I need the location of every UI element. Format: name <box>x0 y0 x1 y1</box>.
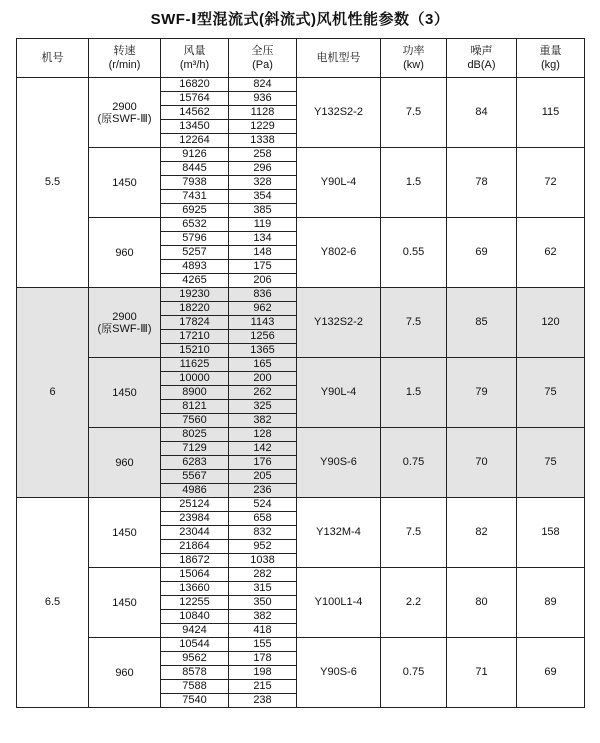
pressure-cell: 524 <box>229 498 297 512</box>
pressure-cell: 142 <box>229 442 297 456</box>
table-row <box>17 218 585 232</box>
pressure-cell: 165 <box>229 358 297 372</box>
motor-cell: Y90S-6 <box>297 638 381 708</box>
pressure-cell: 206 <box>229 274 297 288</box>
flow-cell: 13450 <box>161 120 229 134</box>
flow-cell: 6925 <box>161 204 229 218</box>
flow-cell: 8900 <box>161 386 229 400</box>
flow-cell: 7129 <box>161 442 229 456</box>
flow-cell: 7588 <box>161 680 229 694</box>
speed-value: 960 <box>115 456 134 469</box>
model-no-cell: 5.5 <box>17 78 89 288</box>
power-cell: 0.55 <box>381 218 447 288</box>
speed-value: 1450 <box>112 596 137 609</box>
pressure-cell: 1338 <box>229 134 297 148</box>
speed-value: 1450 <box>112 386 137 399</box>
power-cell: 1.5 <box>381 148 447 218</box>
flow-cell: 19230 <box>161 288 229 302</box>
model-no-cell: 6 <box>17 288 89 498</box>
pressure-cell: 282 <box>229 568 297 582</box>
weight-cell: 72 <box>517 148 585 218</box>
pressure-cell: 176 <box>229 456 297 470</box>
flow-cell: 7560 <box>161 414 229 428</box>
pressure-cell: 1229 <box>229 120 297 134</box>
pressure-cell: 836 <box>229 288 297 302</box>
pressure-cell: 198 <box>229 666 297 680</box>
pressure-cell: 262 <box>229 386 297 400</box>
noise-cell: 79 <box>447 358 517 428</box>
flow-cell: 17210 <box>161 330 229 344</box>
pressure-cell: 325 <box>229 400 297 414</box>
flow-cell: 8445 <box>161 162 229 176</box>
pressure-cell: 155 <box>229 638 297 652</box>
weight-cell: 120 <box>517 288 585 358</box>
noise-cell: 71 <box>447 638 517 708</box>
weight-cell: 89 <box>517 568 585 638</box>
flow-cell: 9562 <box>161 652 229 666</box>
power-cell: 2.2 <box>381 568 447 638</box>
table-row <box>17 288 585 302</box>
flow-cell: 17824 <box>161 316 229 330</box>
flow-cell: 16820 <box>161 78 229 92</box>
header-weight: 重量 (kg) <box>517 39 585 78</box>
pressure-cell: 354 <box>229 190 297 204</box>
speed-value: 960 <box>115 666 134 679</box>
flow-cell: 5257 <box>161 246 229 260</box>
speed-value: 2900 <box>112 310 137 323</box>
flow-cell: 21864 <box>161 540 229 554</box>
noise-cell: 80 <box>447 568 517 638</box>
pressure-cell: 382 <box>229 414 297 428</box>
flow-cell: 23044 <box>161 526 229 540</box>
flow-cell: 4265 <box>161 274 229 288</box>
weight-cell: 69 <box>517 638 585 708</box>
flow-cell: 10840 <box>161 610 229 624</box>
table-row <box>17 78 585 92</box>
noise-cell: 85 <box>447 288 517 358</box>
flow-cell: 7540 <box>161 694 229 708</box>
power-cell: 1.5 <box>381 358 447 428</box>
table-row <box>17 148 585 162</box>
page-title: SWF-Ⅰ型混流式(斜流式)风机性能参数（3） <box>150 11 450 28</box>
pressure-cell: 936 <box>229 92 297 106</box>
pressure-cell: 215 <box>229 680 297 694</box>
pressure-cell: 382 <box>229 610 297 624</box>
flow-cell: 4893 <box>161 260 229 274</box>
speed-note: (原SWF-Ⅲ) <box>97 112 152 125</box>
motor-cell: Y802-6 <box>297 218 381 288</box>
table-row <box>17 428 585 442</box>
pressure-cell: 824 <box>229 78 297 92</box>
weight-cell: 62 <box>517 218 585 288</box>
motor-cell: Y132S2-2 <box>297 288 381 358</box>
noise-cell: 82 <box>447 498 517 568</box>
table-row <box>17 498 585 512</box>
header-model: 机号 <box>17 39 89 78</box>
speed-cell <box>89 288 161 358</box>
flow-cell: 15064 <box>161 568 229 582</box>
speed-value: 960 <box>115 246 134 259</box>
motor-cell: Y100L1-4 <box>297 568 381 638</box>
power-cell: 7.5 <box>381 288 447 358</box>
noise-cell: 78 <box>447 148 517 218</box>
pressure-cell: 258 <box>229 148 297 162</box>
pressure-cell: 328 <box>229 176 297 190</box>
motor-cell: Y90L-4 <box>297 358 381 428</box>
flow-cell: 25124 <box>161 498 229 512</box>
flow-cell: 8121 <box>161 400 229 414</box>
flow-cell: 7938 <box>161 176 229 190</box>
pressure-cell: 134 <box>229 232 297 246</box>
flow-cell: 5567 <box>161 470 229 484</box>
header-speed: 转速 (r/min) <box>89 39 161 78</box>
pressure-cell: 350 <box>229 596 297 610</box>
pressure-cell: 1365 <box>229 344 297 358</box>
flow-cell: 10544 <box>161 638 229 652</box>
flow-cell: 8578 <box>161 666 229 680</box>
flow-cell: 11625 <box>161 358 229 372</box>
flow-cell: 7431 <box>161 190 229 204</box>
weight-cell: 158 <box>517 498 585 568</box>
fan-performance-table <box>16 38 585 708</box>
table-row <box>17 358 585 372</box>
power-cell: 7.5 <box>381 78 447 148</box>
noise-cell: 70 <box>447 428 517 498</box>
speed-value: 1450 <box>112 526 137 539</box>
power-cell: 0.75 <box>381 428 447 498</box>
table-row <box>17 638 585 652</box>
pressure-cell: 205 <box>229 470 297 484</box>
pressure-cell: 128 <box>229 428 297 442</box>
speed-cell <box>89 568 161 638</box>
pressure-cell: 296 <box>229 162 297 176</box>
header-motor: 电机型号 <box>297 39 381 78</box>
table-row <box>17 568 585 582</box>
motor-cell: Y132S2-2 <box>297 78 381 148</box>
flow-cell: 8025 <box>161 428 229 442</box>
flow-cell: 15764 <box>161 92 229 106</box>
pressure-cell: 238 <box>229 694 297 708</box>
pressure-cell: 200 <box>229 372 297 386</box>
pressure-cell: 175 <box>229 260 297 274</box>
header-power: 功率 (kw) <box>381 39 447 78</box>
flow-cell: 4986 <box>161 484 229 498</box>
speed-cell <box>89 148 161 218</box>
speed-cell <box>89 428 161 498</box>
pressure-cell: 1128 <box>229 106 297 120</box>
flow-cell: 12255 <box>161 596 229 610</box>
pressure-cell: 119 <box>229 218 297 232</box>
pressure-cell: 236 <box>229 484 297 498</box>
model-no-cell: 6.5 <box>17 498 89 708</box>
pressure-cell: 962 <box>229 302 297 316</box>
motor-cell: Y132M-4 <box>297 498 381 568</box>
header-row <box>17 39 585 78</box>
flow-cell: 6532 <box>161 218 229 232</box>
noise-cell: 69 <box>447 218 517 288</box>
power-cell: 7.5 <box>381 498 447 568</box>
speed-cell <box>89 638 161 708</box>
pressure-cell: 832 <box>229 526 297 540</box>
flow-cell: 5796 <box>161 232 229 246</box>
pressure-cell: 315 <box>229 582 297 596</box>
flow-cell: 9126 <box>161 148 229 162</box>
header-flow: 风量 (m³/h) <box>161 39 229 78</box>
speed-cell <box>89 358 161 428</box>
pressure-cell: 1256 <box>229 330 297 344</box>
power-cell: 0.75 <box>381 638 447 708</box>
pressure-cell: 658 <box>229 512 297 526</box>
weight-cell: 115 <box>517 78 585 148</box>
pressure-cell: 418 <box>229 624 297 638</box>
pressure-cell: 1143 <box>229 316 297 330</box>
header-noise: 噪声 dB(A) <box>447 39 517 78</box>
pressure-cell: 952 <box>229 540 297 554</box>
speed-cell <box>89 78 161 148</box>
flow-cell: 15210 <box>161 344 229 358</box>
speed-cell <box>89 498 161 568</box>
flow-cell: 13660 <box>161 582 229 596</box>
flow-cell: 23984 <box>161 512 229 526</box>
flow-cell: 9424 <box>161 624 229 638</box>
pressure-cell: 148 <box>229 246 297 260</box>
weight-cell: 75 <box>517 428 585 498</box>
flow-cell: 18672 <box>161 554 229 568</box>
header-pressure: 全压 (Pa) <box>229 39 297 78</box>
table-body <box>17 78 585 708</box>
speed-value: 1450 <box>112 176 137 189</box>
noise-cell: 84 <box>447 78 517 148</box>
flow-cell: 6283 <box>161 456 229 470</box>
weight-cell: 75 <box>517 358 585 428</box>
speed-value: 2900 <box>112 100 137 113</box>
flow-cell: 10000 <box>161 372 229 386</box>
flow-cell: 18220 <box>161 302 229 316</box>
flow-cell: 12264 <box>161 134 229 148</box>
speed-cell <box>89 218 161 288</box>
motor-cell: Y90L-4 <box>297 148 381 218</box>
flow-cell: 14562 <box>161 106 229 120</box>
pressure-cell: 1038 <box>229 554 297 568</box>
speed-note: (原SWF-Ⅲ) <box>97 322 152 335</box>
pressure-cell: 178 <box>229 652 297 666</box>
pressure-cell: 385 <box>229 204 297 218</box>
motor-cell: Y90S-6 <box>297 428 381 498</box>
